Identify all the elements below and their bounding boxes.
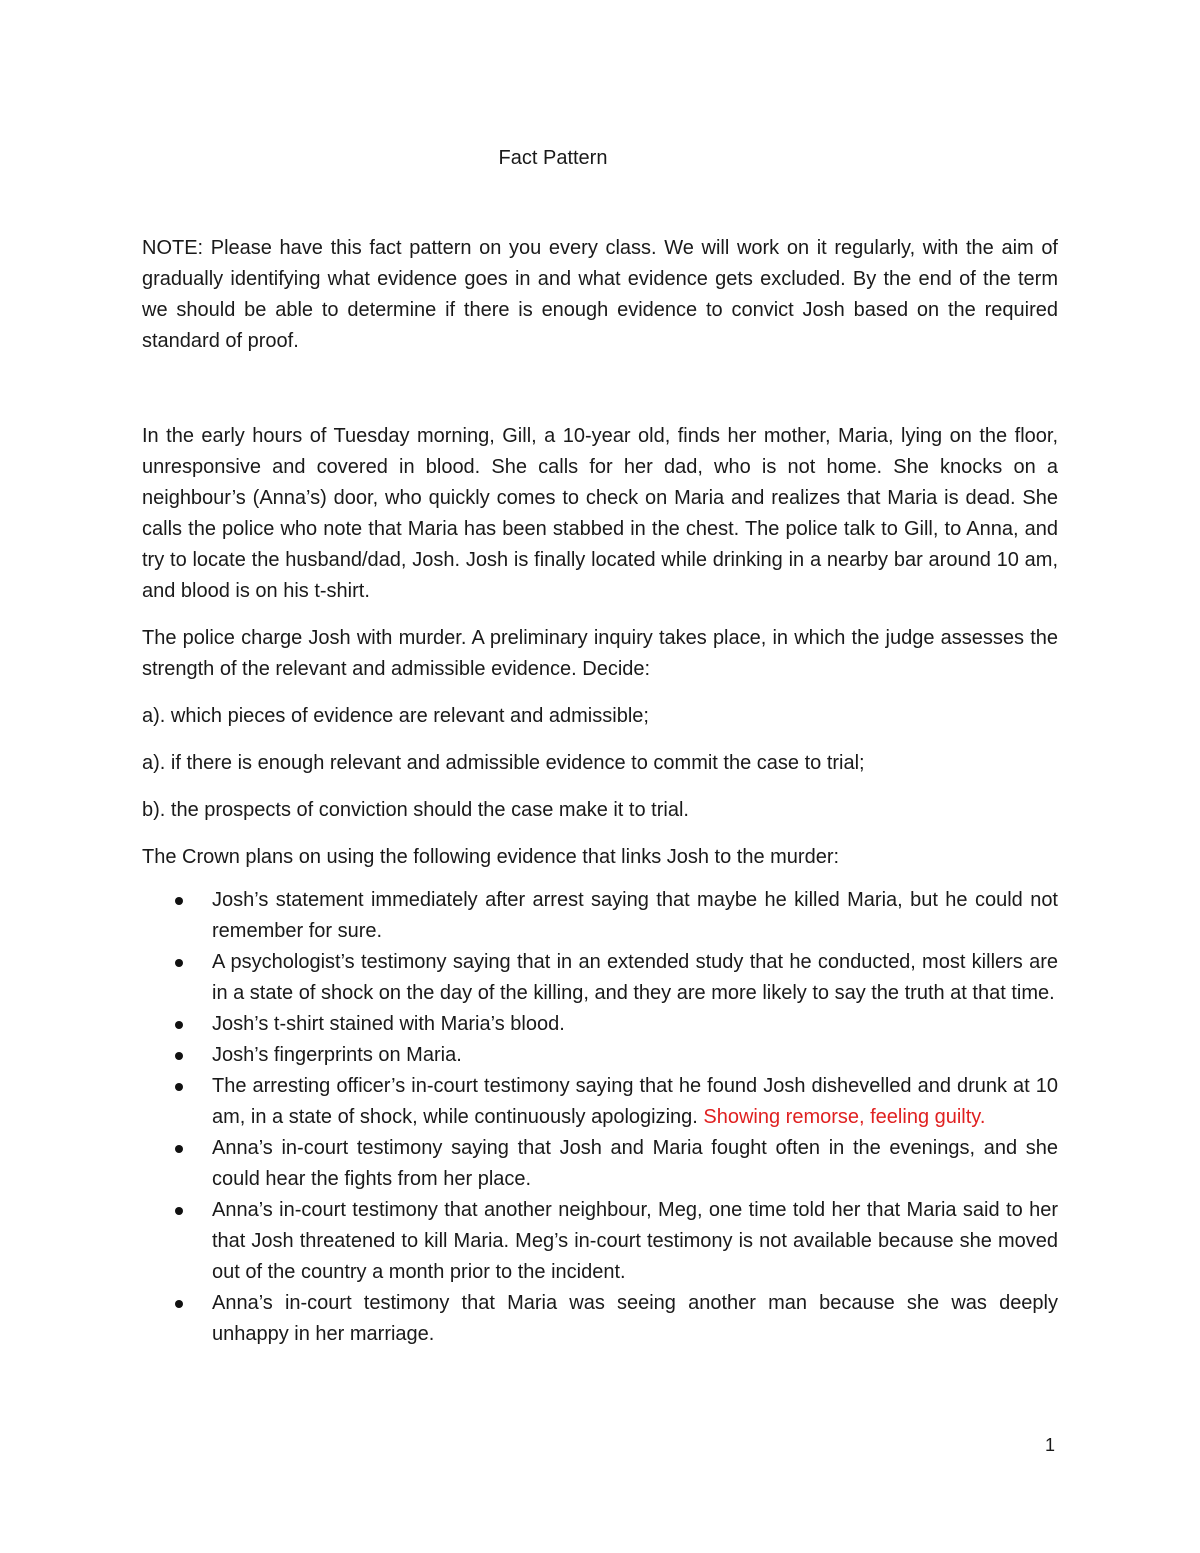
evidence-item (142, 1071, 1058, 1133)
evidence-text: Anna’s in-court testimony saying that Josh and Maria fought often in the evenings, and she could hear the fights from her place. (212, 1137, 1058, 1190)
evidence-text: The arresting officer’s in-court testimony saying that he found Josh dishevelled and drunk at 10 am, in a state of shock, while continuously apologizing. (212, 1075, 1058, 1128)
story-paragraph: In the early hours of Tuesday morning, Gill, a 10-year old, finds her mother, Maria, lying on the floor, unresponsive and covered in blood. She calls for her dad, who is not home. She knocks on a neighbour’s (Anna’s) door, who quickly comes to check on Maria and realizes that Maria is dead. She calls the police who note that Maria has been stabbed in the chest. The police talk to Gill, to Anna, and try to locate the husband/dad, Josh. Josh is finally located while drinking in a nearby bar around 10 am, and blood is on his t-shirt. (142, 425, 1058, 602)
charge-paragraph: The police charge Josh with murder. A preliminary inquiry takes place, in which the judge assesses the strength of the relevant and admissible evidence. Decide: (142, 627, 1058, 680)
bullet-icon (175, 1145, 183, 1153)
page-title: Fact Pattern (498, 147, 608, 169)
bullet-icon (175, 1300, 183, 1308)
note-paragraph: NOTE: Please have this fact pattern on you every class. We will work on it regularly, with the aim of gradually identifying what evidence goes in and what evidence gets excluded. By the end of the term we should be able to determine if there is enough evidence to convict Josh based on the required standard of proof. (142, 237, 1058, 352)
bullet-icon (175, 1052, 183, 1060)
annotation-text: Showing remorse, feeling guilty. (703, 1106, 986, 1128)
evidence-text: A psychologist’s testimony saying that in an extended study that he conducted, most killers are in a state of shock on the day of the killing, and they are more likely to say the truth at that time. (212, 951, 1058, 1004)
bullet-icon (175, 897, 183, 905)
crown-intro-paragraph: The Crown plans on using the following evidence that links Josh to the murder: (142, 846, 840, 868)
evidence-item (142, 885, 1058, 947)
evidence-item (142, 1195, 1058, 1288)
page-number: 1 (1045, 1435, 1056, 1455)
evidence-text: Anna’s in-court testimony that Maria was seeing another man because she was deeply unhappy in her marriage. (212, 1292, 1058, 1345)
evidence-text: Josh’s t-shirt stained with Maria’s blood. (212, 1013, 565, 1035)
evidence-text: Josh’s statement immediately after arrest saying that maybe he killed Maria, but he could not remember for sure. (212, 889, 1058, 942)
evidence-text: Anna’s in-court testimony that another neighbour, Meg, one time told her that Maria said to her that Josh threatened to kill Maria. Meg’s in-court testimony is not available because she moved out of the country a month prior to the incident. (212, 1199, 1058, 1283)
evidence-item (142, 1133, 1058, 1195)
decision-item-a1: a). which pieces of evidence are relevant and admissible; (142, 705, 649, 727)
evidence-item (142, 1009, 1058, 1040)
decision-item-a2: a). if there is enough relevant and admissible evidence to commit the case to trial; (142, 752, 865, 774)
bullet-icon (175, 1083, 183, 1091)
bullet-icon (175, 959, 183, 967)
bullet-icon (175, 1207, 183, 1215)
evidence-item (142, 1040, 1058, 1071)
decision-item-b: b). the prospects of conviction should the case make it to trial. (142, 799, 689, 821)
evidence-item (142, 947, 1058, 1009)
evidence-list (142, 885, 1058, 1350)
evidence-text: Josh’s fingerprints on Maria. (212, 1044, 462, 1066)
bullet-icon (175, 1021, 183, 1029)
evidence-item (142, 1288, 1058, 1350)
